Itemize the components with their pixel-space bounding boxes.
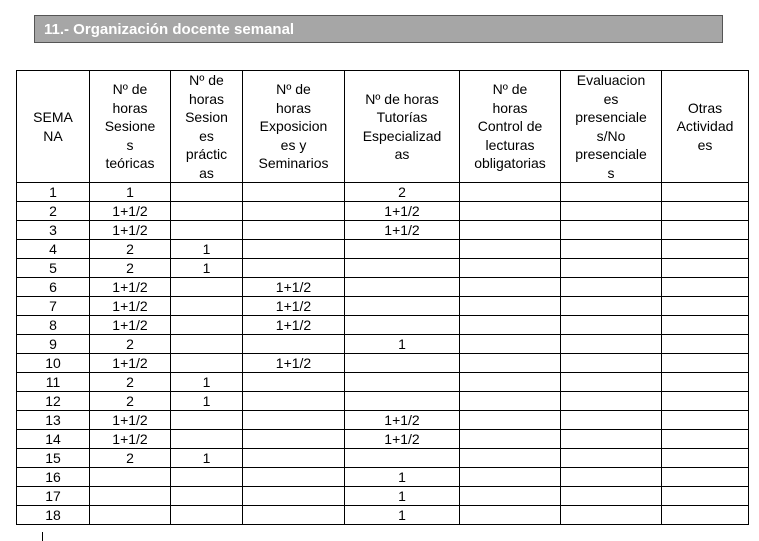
column-header-line: es <box>603 90 619 107</box>
column-header-line: Sesion <box>185 109 228 125</box>
table-row <box>17 449 749 468</box>
hours-cell <box>561 297 662 316</box>
hours-cell: 1+1/2 <box>243 354 345 373</box>
hours-cell <box>460 392 561 411</box>
table-row <box>17 202 749 221</box>
column-header-line: horas <box>275 99 312 116</box>
hours-cell <box>662 430 749 449</box>
column-header-line: Nº de <box>112 81 148 98</box>
hours-cell <box>460 487 561 506</box>
hours-cell <box>243 335 345 354</box>
hours-cell: 1+1/2 <box>90 354 171 373</box>
column-header-line: Nº de horas <box>365 90 439 107</box>
column-header-line: Control de <box>477 118 543 135</box>
hours-cell <box>561 487 662 506</box>
hours-cell: 2 <box>90 259 171 278</box>
hours-cell <box>460 259 561 278</box>
hours-cell <box>171 506 243 525</box>
table-row <box>17 468 749 487</box>
hours-cell: 1 <box>345 335 460 354</box>
hours-cell <box>460 202 561 221</box>
column-header <box>243 71 345 183</box>
hours-cell <box>561 240 662 259</box>
column-header-line: Nº de <box>189 72 224 88</box>
week-number-cell: 15 <box>17 449 90 468</box>
column-header <box>90 71 171 183</box>
hours-cell <box>345 297 460 316</box>
hours-cell <box>243 392 345 411</box>
table-row <box>17 316 749 335</box>
hours-cell <box>662 392 749 411</box>
column-header-line: as <box>199 164 214 181</box>
table-row <box>17 411 749 430</box>
column-header-line: teóricas <box>105 155 155 172</box>
column-header-line: Otras <box>687 99 723 116</box>
column-header-line: es <box>199 127 214 144</box>
column-header-line: Sesione <box>104 118 156 135</box>
hours-cell <box>561 278 662 297</box>
hours-cell: 1 <box>171 392 243 411</box>
week-number-cell: 1 <box>17 183 90 202</box>
table-row <box>17 373 749 392</box>
column-header-line: as <box>394 146 410 162</box>
hours-cell <box>171 430 243 449</box>
week-number-cell: 10 <box>17 354 90 373</box>
hours-cell <box>460 183 561 202</box>
hours-cell <box>662 240 749 259</box>
hours-cell <box>460 449 561 468</box>
hours-cell <box>243 259 345 278</box>
hours-cell <box>243 202 345 221</box>
hours-cell <box>345 316 460 335</box>
week-number-cell: 12 <box>17 392 90 411</box>
hours-cell <box>662 316 749 335</box>
hours-cell <box>243 449 345 468</box>
hours-cell <box>460 354 561 373</box>
hours-cell <box>460 506 561 525</box>
table-row <box>17 183 749 202</box>
hours-cell <box>460 335 561 354</box>
hours-cell <box>243 373 345 392</box>
hours-cell <box>662 335 749 354</box>
section-title: 11.- Organización docente semanal <box>34 15 723 43</box>
week-number-cell: 5 <box>17 259 90 278</box>
column-header-line: presenciale <box>575 146 647 162</box>
hours-cell: 1+1/2 <box>243 297 345 316</box>
hours-cell <box>561 449 662 468</box>
hours-cell: 2 <box>90 392 171 411</box>
hours-cell: 1 <box>90 183 171 202</box>
hours-cell: 1+1/2 <box>90 202 171 221</box>
hours-cell <box>90 487 171 506</box>
hours-cell: 1 <box>171 240 243 259</box>
column-header <box>171 71 243 183</box>
week-number-cell: 3 <box>17 221 90 240</box>
week-number-cell: 8 <box>17 316 90 335</box>
column-header-line: SEMA <box>33 109 73 125</box>
hours-cell <box>171 335 243 354</box>
hours-cell <box>561 373 662 392</box>
weekly-schedule-table <box>16 70 749 525</box>
hours-cell: 1+1/2 <box>243 316 345 335</box>
column-header <box>662 71 749 183</box>
column-header-line: horas <box>188 90 225 107</box>
column-header <box>561 71 662 183</box>
hours-cell: 1+1/2 <box>345 430 460 449</box>
column-header <box>460 71 561 183</box>
hours-cell <box>460 373 561 392</box>
table-row <box>17 335 749 354</box>
column-header-line: Exposicion <box>259 118 328 135</box>
week-number-cell: 9 <box>17 335 90 354</box>
column-header-line: Nº de <box>276 81 311 98</box>
hours-cell: 1+1/2 <box>90 297 171 316</box>
hours-cell <box>561 411 662 430</box>
hours-cell <box>662 259 749 278</box>
column-header-line: Seminarios <box>258 155 329 172</box>
hours-cell: 1+1/2 <box>90 221 171 240</box>
hours-cell <box>561 202 662 221</box>
hours-cell <box>561 259 662 278</box>
hours-cell <box>561 430 662 449</box>
hours-cell <box>345 278 460 297</box>
hours-cell <box>171 316 243 335</box>
hours-cell <box>460 468 561 487</box>
week-number-cell: 11 <box>17 373 90 392</box>
hours-cell: 1 <box>345 468 460 487</box>
hours-cell <box>345 259 460 278</box>
hours-cell <box>345 449 460 468</box>
hours-cell <box>171 278 243 297</box>
week-number-cell: 2 <box>17 202 90 221</box>
hours-cell: 1+1/2 <box>345 202 460 221</box>
hours-cell <box>662 411 749 430</box>
hours-cell <box>345 392 460 411</box>
column-header-line: horas <box>112 99 148 116</box>
hours-cell: 2 <box>90 240 171 259</box>
hours-cell <box>460 411 561 430</box>
column-header-line: horas <box>492 99 528 116</box>
table-row <box>17 259 749 278</box>
column-header-line: Especializad <box>362 127 442 144</box>
table-row <box>17 392 749 411</box>
hours-cell <box>662 449 749 468</box>
column-header-line: presenciale <box>575 109 647 125</box>
column-header-line: Nº de <box>492 81 528 98</box>
hours-cell <box>90 468 171 487</box>
hours-cell <box>243 468 345 487</box>
hours-cell <box>345 240 460 259</box>
hours-cell <box>90 506 171 525</box>
hours-cell <box>243 183 345 202</box>
column-header-line: NA <box>43 127 63 144</box>
hours-cell <box>243 506 345 525</box>
table-row <box>17 430 749 449</box>
column-header-line: obligatorias <box>474 155 546 172</box>
hours-cell <box>460 221 561 240</box>
hours-cell <box>662 487 749 506</box>
hours-cell <box>243 240 345 259</box>
hours-cell <box>561 316 662 335</box>
column-header <box>345 71 460 183</box>
hours-cell <box>171 487 243 506</box>
hours-cell <box>460 240 561 259</box>
hours-cell <box>561 468 662 487</box>
column-header-line: Actividad <box>676 118 734 135</box>
hours-cell <box>171 297 243 316</box>
table-row <box>17 506 749 525</box>
hours-cell <box>460 316 561 335</box>
week-number-cell: 16 <box>17 468 90 487</box>
hours-cell: 1+1/2 <box>345 221 460 240</box>
hours-cell <box>662 373 749 392</box>
hours-cell <box>243 221 345 240</box>
column-header-line: Tutorías <box>376 109 428 125</box>
hours-cell: 2 <box>345 183 460 202</box>
hours-cell <box>561 183 662 202</box>
hours-cell <box>171 354 243 373</box>
hours-cell <box>460 430 561 449</box>
table-row <box>17 221 749 240</box>
column-header-line: práctic <box>185 146 228 162</box>
hours-cell <box>243 411 345 430</box>
table-row <box>17 354 749 373</box>
week-number-cell: 18 <box>17 506 90 525</box>
hours-cell <box>662 221 749 240</box>
hours-cell <box>243 430 345 449</box>
hours-cell <box>460 278 561 297</box>
hours-cell: 1 <box>171 373 243 392</box>
table-continuation-line <box>42 532 43 541</box>
hours-cell <box>243 487 345 506</box>
hours-cell <box>662 297 749 316</box>
hours-cell <box>662 354 749 373</box>
hours-cell <box>171 411 243 430</box>
hours-cell <box>662 278 749 297</box>
hours-cell <box>662 183 749 202</box>
hours-cell <box>345 373 460 392</box>
hours-cell: 2 <box>90 449 171 468</box>
hours-cell <box>345 354 460 373</box>
column-header-line: s <box>126 136 134 153</box>
column-header <box>17 71 90 183</box>
hours-cell <box>662 506 749 525</box>
hours-cell: 1+1/2 <box>90 430 171 449</box>
hours-cell: 1+1/2 <box>90 316 171 335</box>
hours-cell: 1+1/2 <box>90 278 171 297</box>
week-number-cell: 14 <box>17 430 90 449</box>
hours-cell: 2 <box>90 335 171 354</box>
hours-cell <box>171 221 243 240</box>
hours-cell <box>561 392 662 411</box>
hours-cell: 1+1/2 <box>345 411 460 430</box>
hours-cell: 1 <box>345 506 460 525</box>
table-row <box>17 240 749 259</box>
week-number-cell: 4 <box>17 240 90 259</box>
column-header-line: es y <box>280 136 307 153</box>
column-header-line: lecturas <box>485 136 535 153</box>
header-row <box>17 71 749 183</box>
week-number-cell: 7 <box>17 297 90 316</box>
hours-cell: 2 <box>90 373 171 392</box>
hours-cell <box>561 221 662 240</box>
hours-cell <box>662 468 749 487</box>
hours-cell: 1+1/2 <box>90 411 171 430</box>
hours-cell <box>561 506 662 525</box>
week-number-cell: 6 <box>17 278 90 297</box>
hours-cell: 1 <box>171 259 243 278</box>
column-header-line: s/No <box>596 127 626 144</box>
hours-cell <box>662 202 749 221</box>
hours-cell: 1 <box>345 487 460 506</box>
table-row <box>17 297 749 316</box>
week-number-cell: 17 <box>17 487 90 506</box>
week-number-cell: 13 <box>17 411 90 430</box>
column-header-line: Evaluacion <box>576 72 646 88</box>
hours-cell <box>561 354 662 373</box>
hours-cell <box>171 183 243 202</box>
hours-cell: 1+1/2 <box>243 278 345 297</box>
hours-cell <box>171 202 243 221</box>
hours-cell <box>171 468 243 487</box>
hours-cell <box>460 297 561 316</box>
table-row <box>17 278 749 297</box>
hours-cell <box>561 335 662 354</box>
column-header-line: es <box>697 136 713 153</box>
hours-cell: 1 <box>171 449 243 468</box>
table-row <box>17 487 749 506</box>
column-header-line: s <box>607 164 615 181</box>
